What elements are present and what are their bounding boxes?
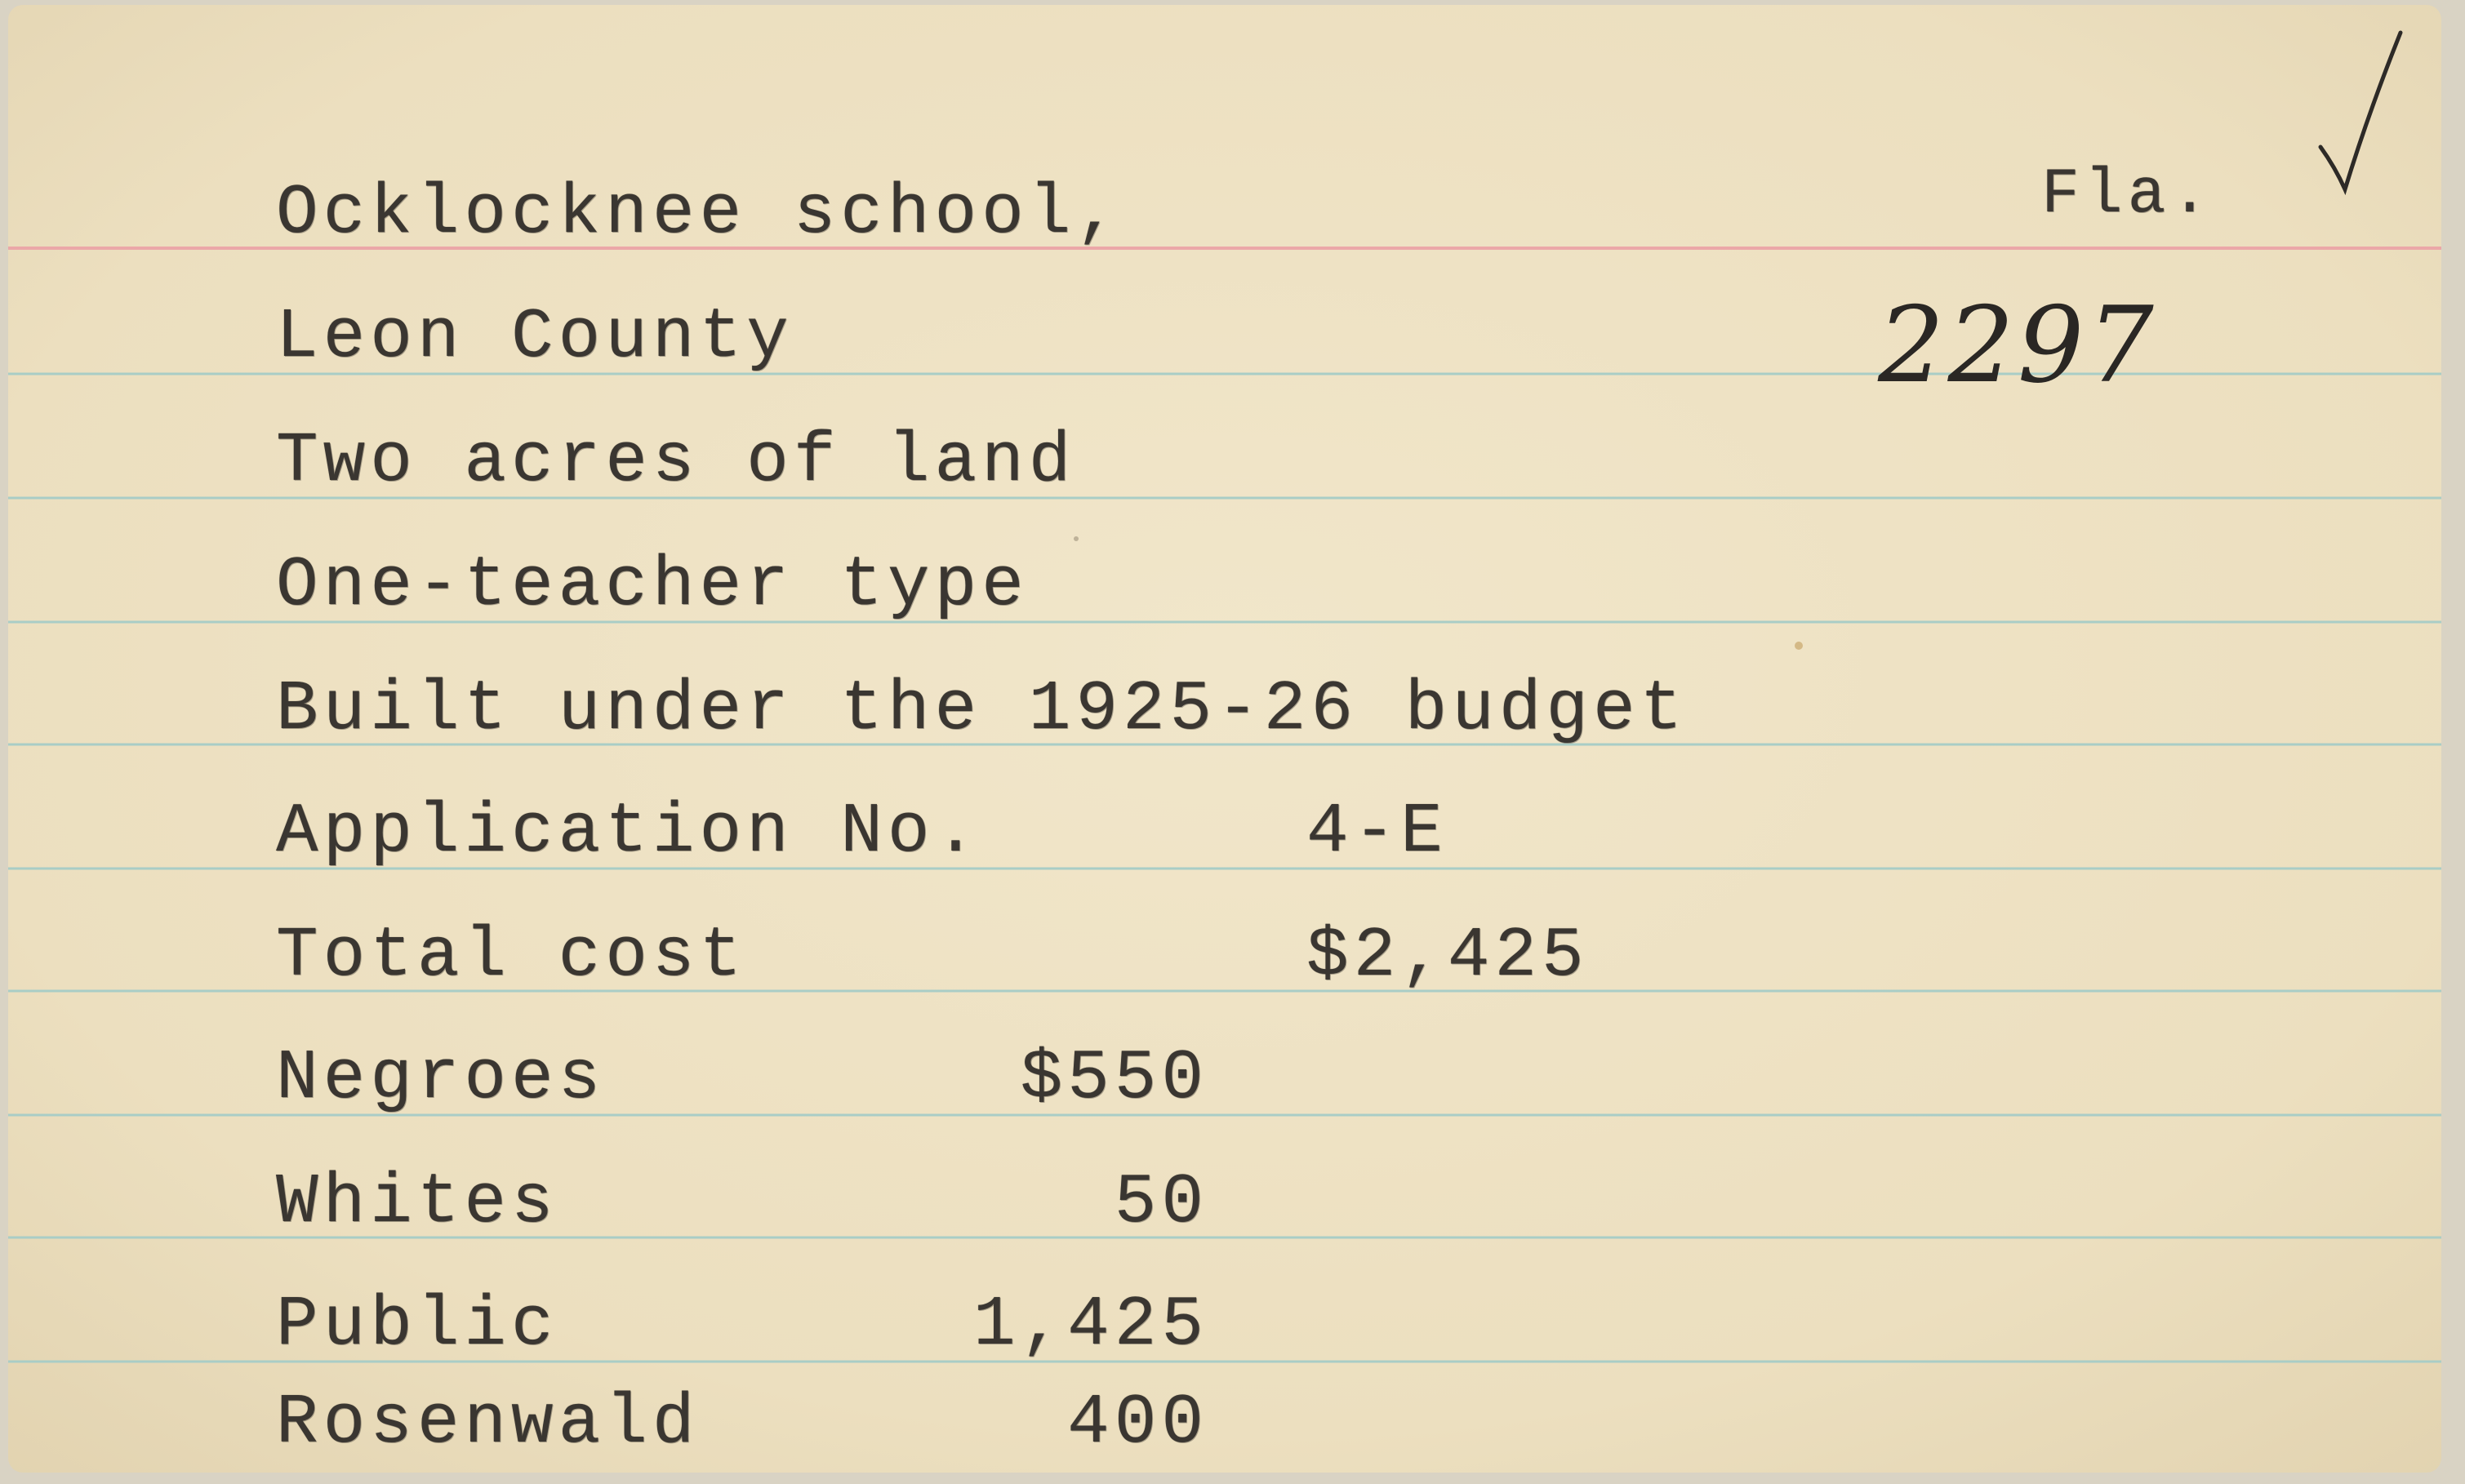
land-line: Two acres of land	[276, 421, 1076, 501]
county-line: Leon County	[276, 297, 794, 377]
contribution-label-whites: Whites	[276, 1162, 558, 1242]
paper-speck	[1074, 536, 1079, 541]
state-label: Fla.	[2041, 159, 2214, 231]
total-cost-value: $2,425	[1306, 916, 1589, 996]
card-number-handwritten: 2297	[1878, 285, 2157, 407]
contribution-amount-whites: 50	[1114, 1162, 1208, 1242]
contribution-label-public: Public	[276, 1285, 558, 1365]
total-cost-label: Total cost	[276, 916, 747, 996]
application-value: 4-E	[1306, 792, 1448, 872]
paper-speck	[1795, 642, 1803, 650]
contribution-amount-public: 1,425	[972, 1285, 1208, 1365]
contribution-amount-rosenwald: 400	[1067, 1383, 1208, 1463]
application-label: Application No.	[276, 792, 982, 872]
contribution-label-rosenwald: Rosenwald	[276, 1383, 700, 1463]
budget-line: Built under the 1925-26 budget	[276, 669, 1688, 749]
school-name: Ocklocknee school,	[276, 173, 1123, 253]
contribution-label-negroes: Negroes	[276, 1038, 606, 1118]
school-type-line: One-teacher type	[276, 545, 1029, 625]
contribution-amount-negroes: $550	[1020, 1038, 1208, 1118]
